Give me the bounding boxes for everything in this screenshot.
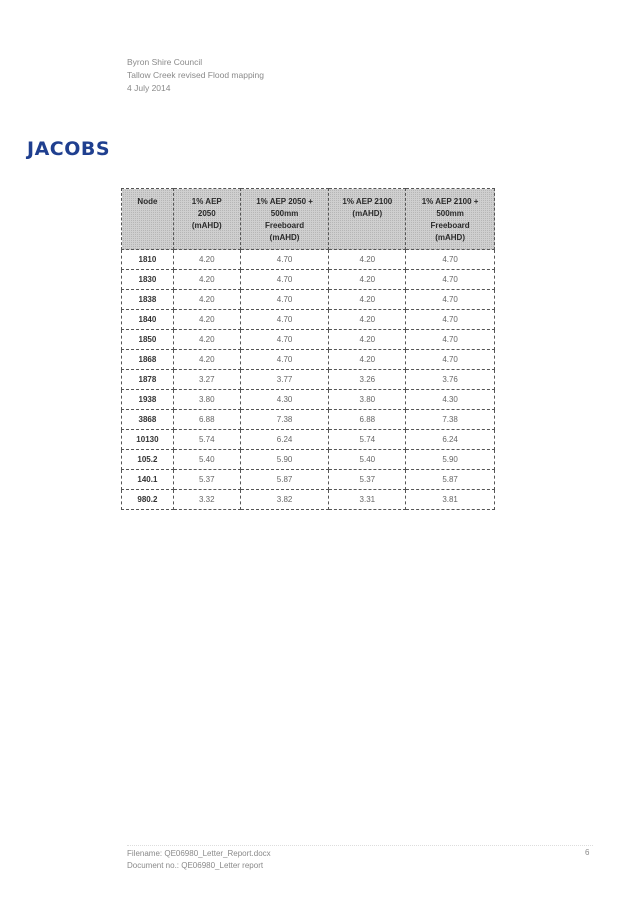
column-header-line: 1% AEP 2050 + — [256, 197, 313, 206]
level-cell: 4.20 — [173, 310, 240, 330]
footer-document-number: Document no.: QE06980_Letter report — [127, 861, 264, 870]
table-row — [122, 330, 495, 350]
header-date: 4 July 2014 — [127, 83, 171, 93]
level-cell: 5.74 — [329, 430, 406, 450]
level-cell: 5.74 — [173, 430, 240, 450]
document-footer — [127, 848, 271, 872]
level-cell: 5.40 — [329, 450, 406, 470]
level-cell: 4.20 — [329, 330, 406, 350]
table-row — [122, 250, 495, 270]
table-header-row — [122, 189, 495, 250]
column-header-line: Node — [137, 197, 158, 206]
column-header — [406, 189, 495, 250]
level-cell: 4.20 — [329, 250, 406, 270]
level-cell: 3.80 — [173, 390, 240, 410]
header-subject: Tallow Creek revised Flood mapping — [127, 70, 265, 80]
table-row — [122, 270, 495, 290]
table-row — [122, 390, 495, 410]
node-cell: 3868 — [122, 410, 174, 430]
level-cell: 5.87 — [406, 470, 495, 490]
footer-divider — [127, 845, 593, 846]
level-cell: 4.30 — [240, 390, 329, 410]
level-cell: 4.70 — [240, 330, 329, 350]
level-cell: 3.26 — [329, 370, 406, 390]
level-cell: 3.27 — [173, 370, 240, 390]
column-header — [240, 189, 329, 250]
level-cell: 4.70 — [406, 270, 495, 290]
level-cell: 6.88 — [329, 410, 406, 430]
level-cell: 3.32 — [173, 490, 240, 510]
table-row — [122, 430, 495, 450]
level-cell: 4.70 — [406, 310, 495, 330]
level-cell: 3.80 — [329, 390, 406, 410]
level-cell: 4.20 — [329, 270, 406, 290]
level-cell: 4.70 — [240, 310, 329, 330]
node-cell: 10130 — [122, 430, 174, 450]
table-row — [122, 370, 495, 390]
column-header-line: (mAHD) — [191, 221, 222, 230]
level-cell: 3.31 — [329, 490, 406, 510]
level-cell: 5.90 — [240, 450, 329, 470]
column-header-line: 2050 — [197, 209, 216, 218]
level-cell: 3.77 — [240, 370, 329, 390]
level-cell: 4.30 — [406, 390, 495, 410]
table-row — [122, 350, 495, 370]
table-row — [122, 290, 495, 310]
level-cell: 4.70 — [406, 290, 495, 310]
level-cell: 4.70 — [406, 350, 495, 370]
column-header-line: Freeboard — [265, 221, 305, 230]
node-cell: 1838 — [122, 290, 174, 310]
level-cell: 4.70 — [240, 290, 329, 310]
level-cell: 4.20 — [173, 350, 240, 370]
column-header-line: 1% AEP 2100 — [342, 197, 393, 206]
level-cell: 4.70 — [240, 250, 329, 270]
node-cell: 140.1 — [122, 470, 174, 490]
level-cell: 4.20 — [173, 250, 240, 270]
table-row — [122, 310, 495, 330]
column-header-line: (mAHD) — [435, 233, 465, 242]
node-cell: 1878 — [122, 370, 174, 390]
column-header-line: Freeboard — [430, 221, 470, 230]
level-cell: 4.20 — [173, 270, 240, 290]
level-cell: 5.87 — [240, 470, 329, 490]
column-header-line: 1% AEP — [191, 197, 222, 206]
header-organisation: Byron Shire Council — [127, 57, 203, 67]
level-cell: 7.38 — [406, 410, 495, 430]
level-cell: 3.76 — [406, 370, 495, 390]
column-header-line: (mAHD) — [352, 209, 383, 218]
level-cell: 4.70 — [406, 250, 495, 270]
node-cell: 1938 — [122, 390, 174, 410]
level-cell: 3.82 — [240, 490, 329, 510]
column-header — [122, 189, 174, 250]
level-cell: 4.20 — [329, 290, 406, 310]
level-cell: 4.20 — [329, 310, 406, 330]
flood-levels-table — [121, 188, 495, 510]
level-cell: 4.20 — [329, 350, 406, 370]
column-header — [173, 189, 240, 250]
level-cell: 5.37 — [173, 470, 240, 490]
node-cell: 1830 — [122, 270, 174, 290]
node-cell: 105.2 — [122, 450, 174, 470]
node-cell: 1850 — [122, 330, 174, 350]
level-cell: 5.40 — [173, 450, 240, 470]
level-cell: 6.24 — [240, 430, 329, 450]
level-cell: 6.88 — [173, 410, 240, 430]
level-cell: 4.70 — [240, 350, 329, 370]
node-cell: 1868 — [122, 350, 174, 370]
footer-filename: Filename: QE06980_Letter_Report.docx — [127, 849, 271, 858]
column-header-line: 500mm — [436, 209, 464, 218]
level-cell: 4.20 — [173, 290, 240, 310]
table-row — [122, 450, 495, 470]
node-cell: 1810 — [122, 250, 174, 270]
column-header-line: 1% AEP 2100 + — [421, 197, 479, 206]
column-header — [329, 189, 406, 250]
table-row — [122, 470, 495, 490]
level-cell: 5.37 — [329, 470, 406, 490]
level-cell: 3.81 — [406, 490, 495, 510]
level-cell: 7.38 — [240, 410, 329, 430]
level-cell: 4.20 — [173, 330, 240, 350]
table-row — [122, 410, 495, 430]
table-row — [122, 490, 495, 510]
level-cell: 5.90 — [406, 450, 495, 470]
page-number: 6 — [585, 848, 590, 857]
document-header — [127, 56, 264, 95]
node-cell: 980.2 — [122, 490, 174, 510]
table-body — [122, 250, 495, 510]
node-cell: 1840 — [122, 310, 174, 330]
level-cell: 4.70 — [406, 330, 495, 350]
level-cell: 4.70 — [240, 270, 329, 290]
jacobs-logo: JACOBS — [27, 138, 111, 160]
column-header-line: 500mm — [270, 209, 299, 218]
level-cell: 6.24 — [406, 430, 495, 450]
column-header-line: (mAHD) — [269, 233, 300, 242]
